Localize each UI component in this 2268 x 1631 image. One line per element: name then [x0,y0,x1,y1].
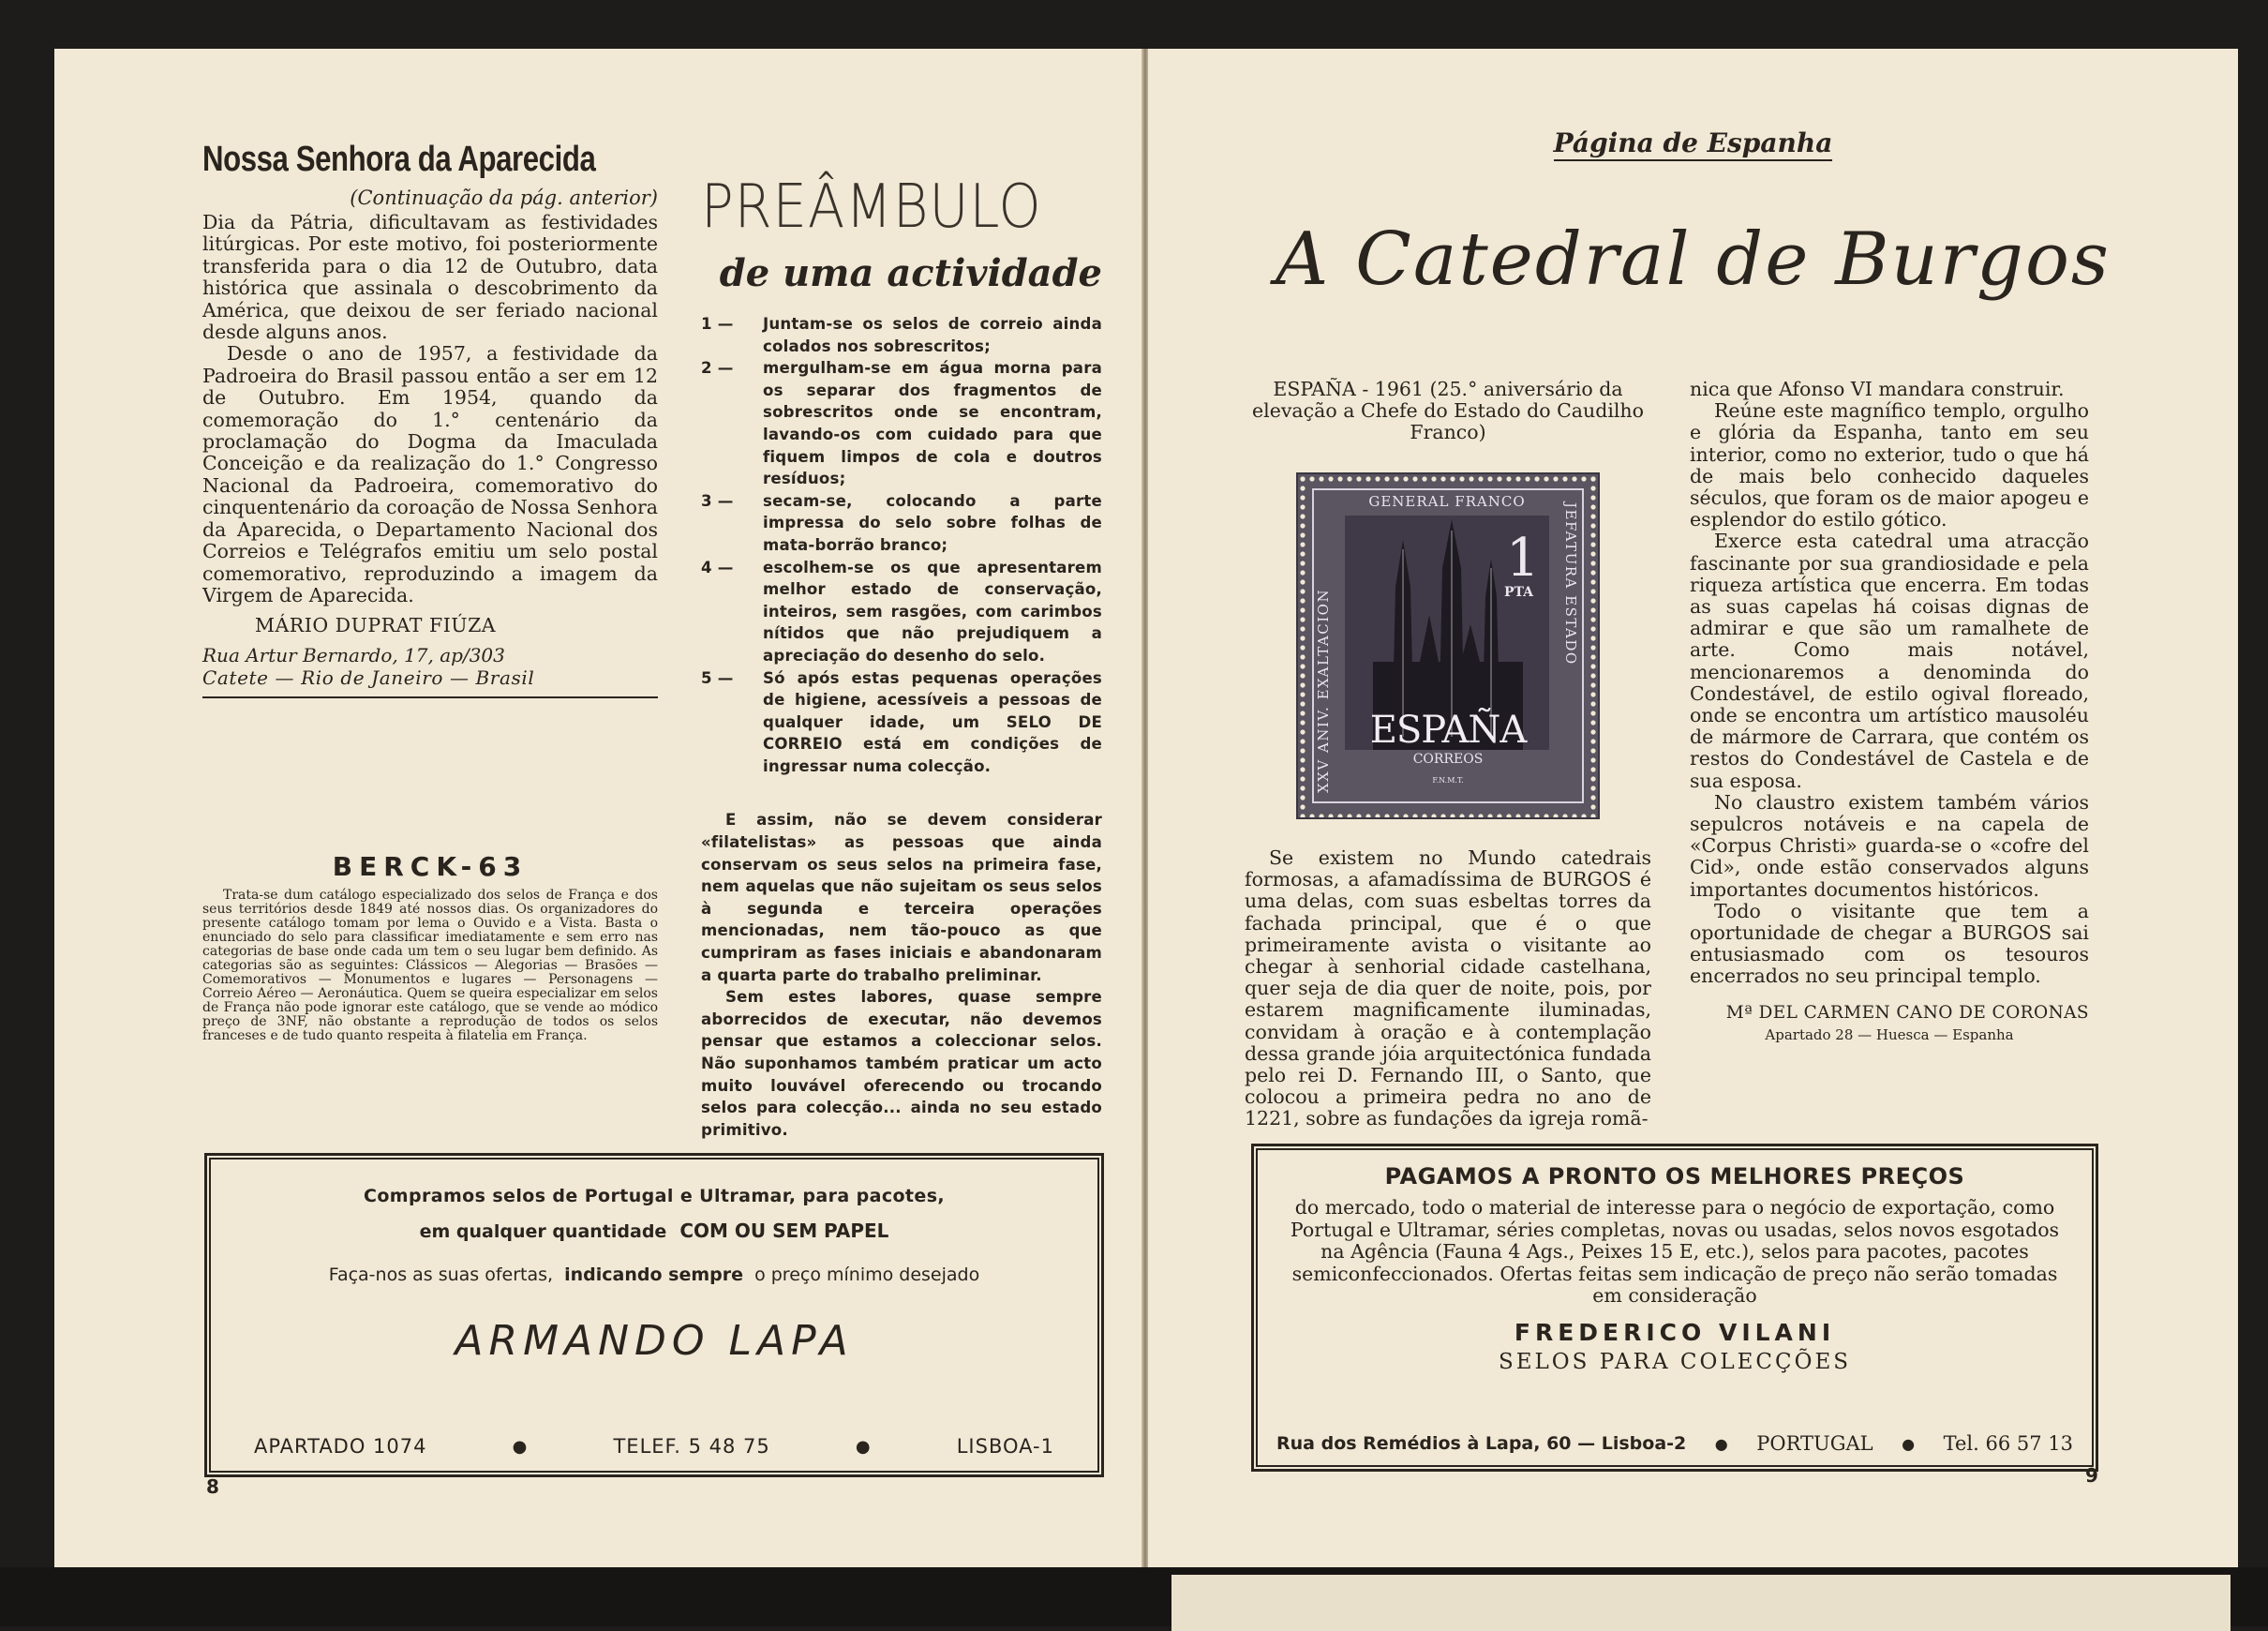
item-text: escolhem-se os que apresentarem melhor estado de conservação, inteiros, sem rasgões, com carimbos nítidos que não prejudiquem a apreciação do desenho do selo. [763,558,1102,665]
ad-frederico-vilani [1251,1144,2098,1472]
item-text: Só após estas pequenas operações de higiene, acessíveis a pessoas de qualquer idade, um SELO DE CORREIO está em condições de ingressar numa colecção. [763,668,1102,775]
article-title: Nossa Senhora da Aparecida [202,140,596,179]
stamp-image [1296,472,1600,819]
ad-country: PORTUGAL [1756,1432,1873,1455]
stamp-top-text: GENERAL FRANCO [1368,493,1526,510]
ad-text: indicando sempre [564,1264,744,1285]
article-berck [202,851,658,1043]
stamp-country: ESPAÑA [1369,709,1527,752]
preambulo-title: PREÂMBULO [701,172,1042,242]
ad-company-name: ARMANDO LAPA [455,1317,854,1365]
ad-headline: PAGAMOS A PRONTO OS MELHORES PREÇOS [1384,1163,1965,1190]
ad-text: Faça-nos as suas ofertas, [328,1264,554,1285]
article-paragraph: Sem estes labores, quase sempre aborrecidos de executar, não devemos pensar que estamos a coleccionar selos. Não suponhamos também praticar um acto muito louvável oferecendo ou trocando selos para colecção... ainda no seu estado primitivo. [701,988,1102,1139]
article-paragraph: E assim, não se devem considerar «filatelistas» as pessoas que ainda conservam os seus selos na primeira fase, nem aquelas que não sujeitam os seus selos à segunda e terceira operações mencionadas, nem tão-pouco as que cumpriram as fases iniciais e abandonaram a quarta parte do trabalho preliminar. [701,811,1102,984]
page-number: 8 [206,1475,219,1498]
section-header-text: Página de Espanha [1554,127,1833,161]
ad-address: Rua dos Remédios à Lapa, 60 — Lisboa-2 [1276,1433,1687,1454]
page-number: 9 [2085,1464,2098,1487]
item-number: 2 — [701,359,734,378]
ad-city: LISBOA-1 [956,1435,1054,1458]
ad-tagline: SELOS PARA COLECÇÕES [1498,1349,1852,1374]
bullet-icon: ● [855,1436,872,1457]
ad-line [207,1220,1101,1242]
preambulo-list [701,313,1102,777]
list-item [701,313,1102,357]
stamp-value: 1 [1506,528,1540,589]
ad-address: APARTADO 1074 [254,1435,427,1458]
article-paragraph: Dia da Pátria, dificultavam as festividades litúrgicas. Por este motivo, foi posteriormente transferida para o dia 12 de Outubro, data histórica que assinala o descobrimento da América, que deixou de ser feriado nacional desde alguns anos. [202,211,658,344]
author-address: Apartado 28 — Huesca — Espanha [1765,1025,2014,1043]
item-text: secam-se, colocando a parte impressa do selo sobre folhas de mata-borrão branco; [763,491,1102,554]
column-left [1245,379,1651,444]
article-paragraph: Exerce esta catedral uma atracção fascinante por sua grandiosidade e pela riqueza artística que encerra. Em todas as suas capelas há coisas dignas de admirar e que são um ramalhete de arte. Como mais notável, mencionaremos a denominda do Condestável, de estilo ogival floreado, onde se encontra um artístico mausoléu de mármore de Carrara, que contém os restos do Condestável de Castela e de sua esposa. [1690,530,2089,792]
item-number: 3 — [701,491,734,510]
ad-line [207,1264,1101,1285]
ad-text: COM OU SEM PAPEL [679,1220,889,1242]
ad-text: o preço mínimo desejado [754,1264,980,1285]
right-page [1148,49,2238,1567]
ad-phone: TELEF. 5 48 75 [613,1435,770,1458]
item-number: 1 — [701,315,734,333]
ad-phone: Tel. 66 57 13 [1943,1432,2073,1455]
section-header [1148,127,2238,158]
ad-line: Compramos selos de Portugal e Ultramar, para pacotes, [363,1186,946,1206]
stamp-service: CORREOS [1412,752,1484,767]
item-number: 4 — [701,558,734,576]
article-aparecida [202,139,658,698]
continuation-note: (Continuação da pág. anterior) [350,187,658,209]
stamp-caption: ESPAÑA - 1961 (25.° aniversário da elevação a Chefe do Estado do Caudilho Franco) [1252,378,1644,444]
article-paragraph: Desde o ano de 1957, a festividade da Padroeira do Brasil passou então a ser em 12 de Outubro. Em 1954, quando da comemoração do 1.° centenário da proclamação do Dogma da Imaculada Conceição e da realização do 1.° Congresso Nacional da Padroeira, comemorativo do cinquentenário da coroação de Nossa Senhora da Aparecida, o Departamento Nacional dos Correios e Telégrafos emitiu um selo postal comemorativo, reproduzindo a imagem da Virgem de Aparecida. [202,342,658,606]
ad-footer [1276,1432,2073,1455]
stamp-left-text: XXV ANIV. EXALTACION [1315,588,1332,793]
item-number: 5 — [701,668,734,687]
next-sheet-edge [1171,1575,2231,1631]
ad-footer [254,1435,1054,1458]
author-address: Rua Artur Bernardo, 17, ap/303 [202,644,505,667]
article-paragraph: Reúne este magnífico templo, orgulho e glória da Espanha, tanto em seu interior, como no exterior, tudo o que há de mais belo conhecido daqueles séculos, que foram os de maior apogeu e esplendor do estilo gótico. [1690,399,2089,531]
article-paragraph: Se existem no Mundo catedrais formosas, a afamadíssima de BURGOS é uma delas, com suas esbeltas torres da fachada principal, que é o que primeiramente avista o visitante ao chegar à senhorial cidade castelhana, quer seja de dia quer de noite, pois, por estarem magnificamente iluminadas, convidam à oração e à contemplação dessa grande jóia arquitectónica fundada pelo rei D. Fernando III, o Santo, que colocou a primeira pedra no ano de 1221, sobre as fundações da igreja romã- [1245,846,1651,1130]
article-paragraph: Trata-se dum catálogo especializado dos selos de França e dos seus territórios desde 1849 até nossos dias. Os organizadores do presente catálogo tomam por lema o Ouvido e a Vista. Basta o enunciado do selo para classificar imediatamente e sem erro nas categorias de base onde cada um tem o seu lugar bem definido. As categorias são as seguintes: Clássicos — Alegorias — Brasões — Comemorativos — Monumentos e lugares — Personagens — Correio Aéreo — Aeronáutica. Quem se queira especializar em selos de França não pode ignorar este catálogo, que se vende ao módico preço de 3NF, não obstante a reprodução de todos os selos franceses e de tudo quanto respeita à filatelia em França. [202,888,658,1043]
list-item [701,490,1102,557]
article-title: BERCK-63 [332,851,529,882]
ad-body: do mercado, todo o material de interesse para o negócio de exportação, como Portugal e Ultramar, séries completas, novas ou usadas, selos novos esgotados na Agência (Fauna 4 Ags., Peixes 15 E, etc.), selos para pacotes, pacotes semiconfeccionados. Ofertas feitas sem indicação de preço não serão tomadas em consideração [1290,1196,2060,1307]
stamp-right-text: JEFATURA ESTADO [1562,502,1579,666]
article-title-text: A Catedral de Burgos [1276,217,2111,302]
article-author: Mª DEL CARMEN CANO DE CORONAS [1725,1002,2089,1023]
list-item [701,667,1102,778]
ad-company-name: FREDERICO VILANI [1514,1318,1836,1346]
item-text: mergulham-se em água morna para os separar dos fragmentos de sobrescritos onde se encontram, lavando-os com cuidado para que fiquem limpos de cola e doutros resíduos; [763,359,1102,488]
ad-text: em qualquer quantidade [419,1221,667,1242]
left-page [54,49,1141,1567]
article-title [1148,217,2238,302]
item-text: Juntam-se os selos de correio ainda colados nos sobrescritos; [763,315,1102,355]
list-item [701,557,1102,667]
article-paragraph: nica que Afonso VI mandara construir. [1690,378,2065,400]
column-right [1690,379,2089,1043]
background-strip [0,1567,2268,1626]
bullet-icon: ● [1714,1434,1728,1453]
author-address: Catete — Rio de Janeiro — Brasil [202,666,535,690]
article-paragraph: Todo o visitante que tem a oportunidade de chegar a BURGOS sai entusiasmado com os tesouros encerrados no seu principal templo. [1690,899,2089,988]
article-preambulo [701,172,1102,1141]
article-author: MÁRIO DUPRAT FIÚZA [255,614,497,637]
bullet-icon: ● [1902,1434,1916,1453]
bullet-icon: ● [512,1436,529,1457]
stamp-unit: PTA [1504,585,1534,600]
list-item [701,357,1102,490]
preambulo-subtitle: de uma actividade [719,251,1102,295]
column-left-text [1245,847,1651,1130]
article-paragraph: No claustro existem também vários sepulcros notáveis e na capela de «Corpus Christi» guarda-se o «cofre del Cid», onde estão conservados alguns importantes documentos históricos. [1690,790,2089,901]
divider [202,696,658,698]
stamp-printer: F.N.M.T. [1432,776,1464,785]
ad-armando-lapa [204,1153,1104,1477]
